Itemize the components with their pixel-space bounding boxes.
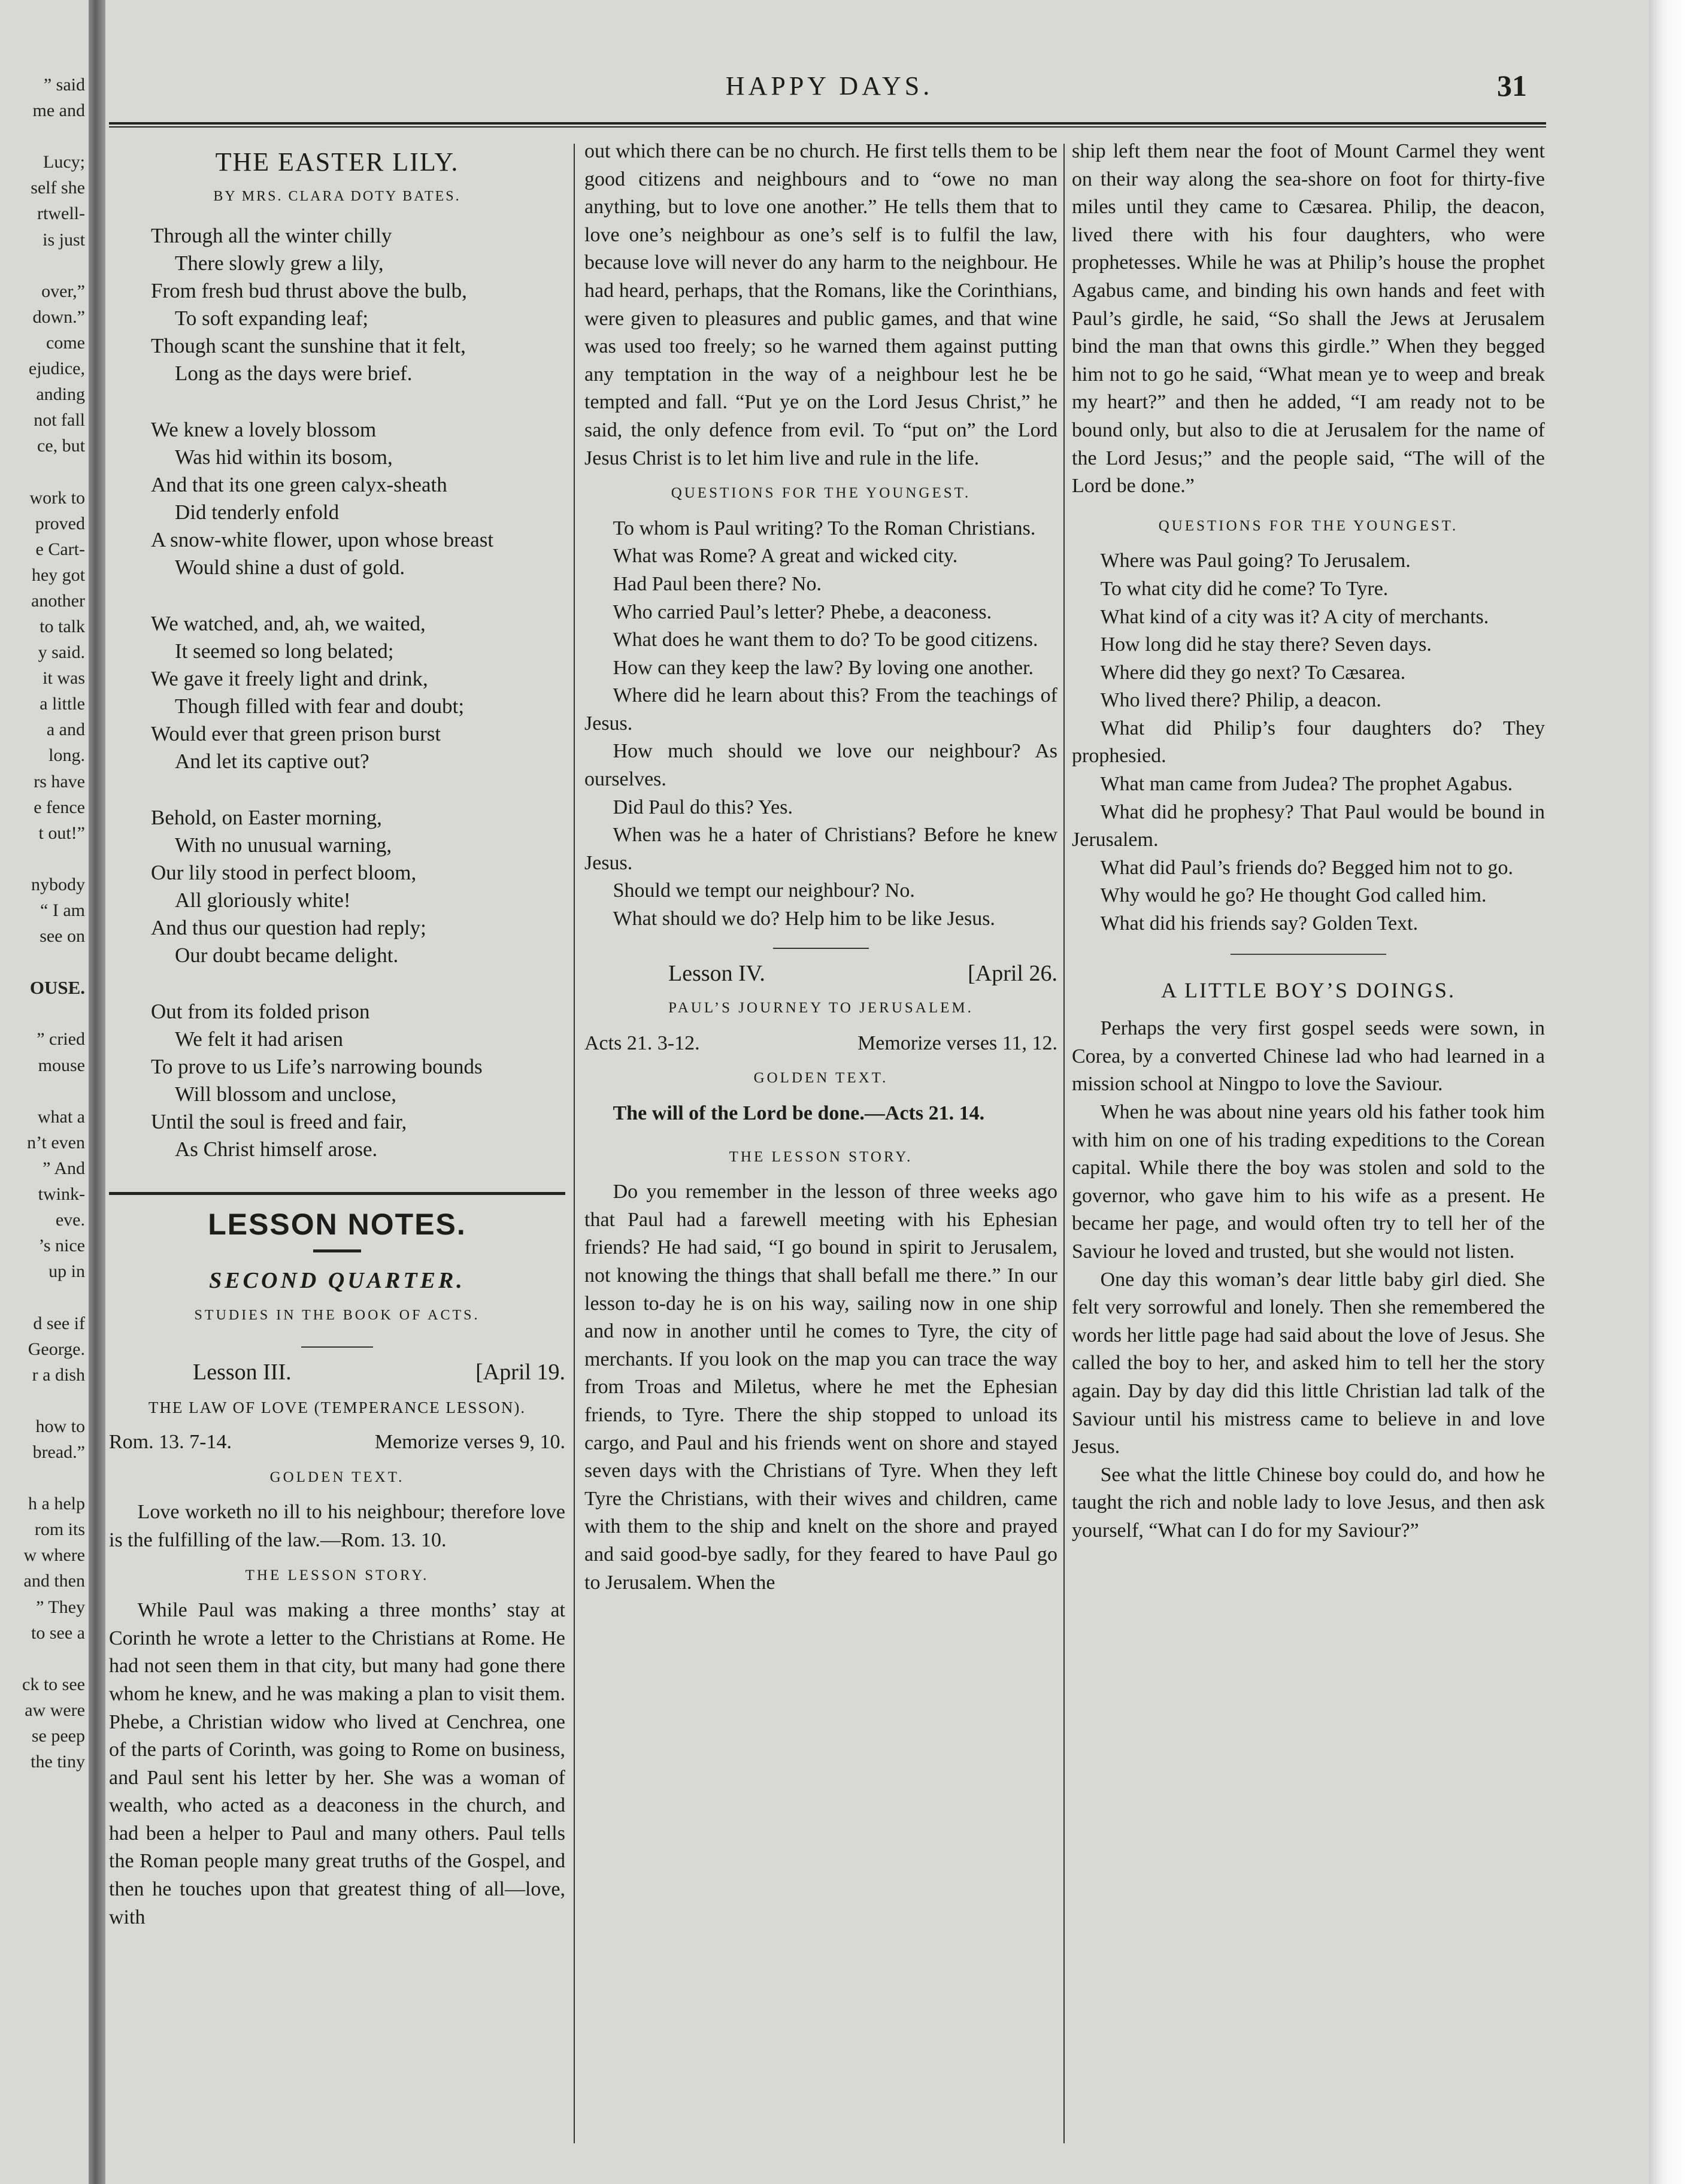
prev-page-fragment: me and: [32, 101, 85, 121]
lesson-4-memorize: Memorize verses 11, 12.: [857, 1032, 1057, 1054]
poem-line: Would ever that green prison burst: [151, 722, 441, 746]
prev-page-fragment: and then: [23, 1571, 85, 1591]
poem-line: It seemed so long belated;: [175, 639, 394, 663]
question-answer: Where was Paul going? To Jerusalem.: [1100, 550, 1411, 572]
prev-page-fragment: nybody: [31, 874, 85, 894]
poem-line: And thus our question had reply;: [151, 916, 426, 940]
studies-subheading: STUDIES IN THE BOOK OF ACTS.: [194, 1308, 480, 1324]
lesson-4-questions: [1072, 547, 1545, 938]
question-answer: Why would he go? He thought God called him.: [1100, 884, 1487, 907]
article-paragraph: See what the little Chinese boy could do, and how he taught the rich and noble lady to love Jesus, and then ask yourself, “What can I do for my Saviour?”: [1072, 1463, 1545, 1542]
prev-page-fragment: Lucy;: [43, 152, 85, 172]
prev-page-fragment: hey got: [31, 565, 85, 585]
prev-page-fragment: t out!”: [38, 823, 85, 843]
prev-page-fragment: ” cried: [37, 1029, 85, 1049]
prev-page-fragment: n’t even: [27, 1132, 85, 1152]
poem-line: From fresh bud thrust above the bulb,: [151, 279, 467, 303]
page-edge: [1649, 0, 1685, 2184]
lesson-3-questions: [584, 515, 1057, 933]
question-answer: To whom is Paul writing? To the Roman Christians.: [613, 517, 1036, 539]
poem-line: A snow-white flower, upon whose breast: [151, 528, 494, 552]
prev-page-fragment: OUSE.: [29, 977, 85, 999]
poem-line: As Christ himself arose.: [175, 1138, 378, 1161]
lesson-4-heading: [584, 960, 1057, 988]
prev-page-fragment: what a: [37, 1106, 85, 1127]
prev-page-fragment: aw were: [25, 1700, 85, 1720]
poem-line: Until the soul is freed and fair,: [151, 1110, 407, 1134]
lesson-4-number: Lesson IV.: [668, 960, 765, 986]
prev-page-fragment: proved: [35, 513, 85, 533]
prev-page-fragment: rom its: [34, 1519, 85, 1540]
lesson-3-memorize: Memorize verses 9, 10.: [374, 1431, 565, 1454]
lesson-4-story-continued: ship left them near the foot of Mount Carmel they went on their way along the sea-shore on foot for thirty-five miles until they came to Cæsarea. Philip, the deacon, lived there with his four daughters, who were prophetesses. While he was at Philip’s house the prophet Agabus came, and binding his own hands and feet with Paul’s girdle, he said, “So shall the Jews at Jerusalem bind the man that owns this girdle.” When they begged him not to go he said, “What mean ye to weep and break my heart?” and then he added, “I am ready not to be bound only, but also to die at Jerusalem for the name of the Lord Jesus;” and the people said, “The will of the Lord be done.”: [1072, 140, 1545, 498]
prev-page-fragment: ” said: [43, 75, 85, 95]
prev-page-fragment: e fence: [34, 797, 85, 817]
lesson-3-story-heading: THE LESSON STORY.: [245, 1567, 429, 1584]
lesson-4-golden-text: The will of the Lord be done.—Acts 21. 14.: [613, 1102, 985, 1124]
thin-rule: [301, 1346, 373, 1348]
prev-page-fragment: how to: [35, 1416, 85, 1436]
prev-page-fragment: h a help: [28, 1494, 85, 1514]
prev-page-fragment: eve.: [55, 1210, 85, 1230]
article-paragraph: When he was about nine years old his father took him with him on one of his trading expeditions to the Corean capital. While there the boy was stolen and sold to the governor, who gave him to his wife as a present. He became her page, and would often try to tell her of the Saviour he loved and trusted, but she would not listen.: [1072, 1101, 1545, 1263]
poem-line: Our lily stood in perfect bloom,: [151, 861, 417, 885]
question-answer: Had Paul been there? No.: [613, 572, 822, 595]
poem-stanza: [151, 804, 565, 969]
poem-line: We felt it had arisen: [175, 1027, 343, 1051]
prev-page-fragment: [0, 1000, 87, 1026]
lesson-4-scripture: Acts 21. 3-12.: [584, 1032, 700, 1054]
poem-stanza: [151, 998, 565, 1163]
poem-line: We watched, and, ah, we waited,: [151, 612, 426, 636]
prev-page-fragment: down.”: [32, 307, 85, 327]
article-title: A LITTLE BOY’S DOINGS.: [1161, 978, 1456, 1002]
prev-page-fragment: “ I am: [40, 900, 85, 920]
question-answer: What kind of a city was it? A city of merchants.: [1100, 605, 1489, 628]
prev-page-fragment: it was: [43, 668, 85, 688]
prev-page-fragment: [0, 1646, 87, 1672]
prev-page-fragment: ” And: [43, 1158, 85, 1178]
lesson-3-reference: [109, 1428, 565, 1457]
poem-line: Long as the days were brief.: [175, 362, 413, 386]
poem-line: Out from its folded prison: [151, 1000, 370, 1024]
prev-page-fragment: see on: [40, 926, 85, 947]
poem-line: Behold, on Easter morning,: [151, 806, 382, 830]
prev-page-fragment: [0, 253, 87, 278]
question-answer: How long did he stay there? Seven days.: [1100, 633, 1432, 656]
question-answer: Who carried Paul’s letter? Phebe, a deaconess.: [613, 600, 992, 623]
prev-page-fragment: d see if: [33, 1313, 85, 1333]
lesson-4-story-heading: THE LESSON STORY.: [729, 1148, 913, 1165]
prev-page-fragment: long.: [49, 745, 85, 766]
article-paragraph: One day this woman’s dear little baby girl died. She felt very sorrowful and lonely. Then she remembered the words her little page had said about the love of Jesus. She called the boy to her, and asked him to tell her the story again. Day by day did this little Christian lad talk of the Saviour until his mistress came to believe in and love Jesus.: [1072, 1268, 1545, 1458]
prev-page-fragment: bread.”: [32, 1442, 85, 1462]
lesson-3-golden-text: Love worketh no ill to his neighbour; therefore love is the fulfilling of the law.—Rom. 13. 10.: [109, 1501, 565, 1551]
prev-page-fragment: mouse: [38, 1055, 85, 1075]
question-answer: What did Paul’s friends do? Begged him not to go.: [1100, 856, 1513, 879]
poem-line: Will blossom and unclose,: [175, 1082, 396, 1106]
question-answer: Did Paul do this? Yes.: [613, 796, 793, 818]
column-2: [584, 138, 1057, 2161]
prev-page-fragment: self she: [31, 178, 85, 198]
article-paragraph: Perhaps the very first gospel seeds were sown, in Corea, by a converted Chinese lad who had learned in a mission school at Ningpo to love the Saviour.: [1072, 1017, 1545, 1096]
question-answer: How can they keep the law? By loving one another.: [613, 656, 1034, 679]
question-answer: What man came from Judea? The prophet Agabus.: [1100, 773, 1513, 796]
poem-line: To prove to us Life’s narrowing bounds: [151, 1055, 483, 1079]
prev-page-fragment: e Cart-: [35, 539, 85, 559]
prev-page-fragment: come: [46, 332, 85, 353]
prev-page-fragment: over,”: [41, 281, 85, 301]
column-rule: [574, 144, 575, 2143]
prev-page-fragment: another: [31, 590, 85, 611]
section-rule: [109, 1192, 565, 1195]
prev-page-fragment: George.: [28, 1339, 85, 1359]
poem-title: THE EASTER LILY.: [215, 147, 459, 177]
prev-page-fragment: [0, 123, 87, 149]
page-header: [108, 66, 1551, 108]
poem-line: And that its one green calyx-sheath: [151, 473, 447, 497]
question-answer: How much should we love our neighbour? As ourselves.: [584, 740, 1057, 791]
prev-page-fragment: anding: [36, 384, 85, 405]
previous-page-edge: [0, 72, 87, 2173]
poem-line: Through all the winter chilly: [151, 224, 392, 248]
quarter-heading: SECOND QUARTER.: [209, 1267, 465, 1293]
question-answer: What did Philip’s four daughters do? They prophesied.: [1072, 717, 1545, 768]
prev-page-fragment: r a dish: [32, 1364, 85, 1385]
prev-page-fragment: ” They: [36, 1597, 85, 1617]
question-answer: Where did they go next? To Cæsarea.: [1100, 661, 1406, 684]
poem-byline: BY MRS. CLARA DOTY BATES.: [213, 188, 461, 204]
prev-page-fragment: ce, but: [37, 436, 85, 456]
section-rule: [1231, 954, 1386, 955]
lesson-3-number: Lesson III.: [193, 1359, 292, 1385]
column-rule: [1063, 144, 1065, 2143]
prev-page-fragment: [0, 1078, 87, 1104]
prev-page-fragment: a and: [46, 720, 85, 740]
poem-body: [151, 222, 565, 1163]
prev-page-fragment: a little: [40, 694, 85, 714]
poem-line: We gave it freely light and drink,: [151, 667, 428, 691]
lesson-4-golden-heading: GOLDEN TEXT.: [753, 1070, 889, 1087]
prev-page-fragment: y said.: [38, 642, 85, 663]
poem-stanza: [151, 222, 565, 387]
poem-stanza: [151, 416, 565, 581]
question-answer: What did his friends say? Golden Text.: [1100, 912, 1419, 935]
lesson-notes-heading: LESSON NOTES.: [208, 1208, 466, 1242]
column-1: [109, 138, 565, 2161]
page-number: 31: [1497, 69, 1527, 102]
prev-page-fragment: [0, 1388, 87, 1413]
prev-page-fragment: to see a: [31, 1622, 85, 1643]
lesson-4-story: Do you remember in the lesson of three weeks ago that Paul had a farewell meeting with his Ephesian friends? He had said, “I go bound in spirit to Jerusalem, not knowing the things that shall befall me there.” In our lesson to-day he is on his way, sailing now in one ship and now in another until he comes to Tyre, the city of merchants. If you look on the map you can trace the way from Troas and Miletus, where he met the Ephesian friends, to Tyre. There the ship stopped to unload its cargo, and Paul and his friends went on shore and stayed seven days with the Christians of Tyre. When they left Tyre the Christians, with their wives and children, came with them to the ship and knelt on the shore and prayed and said good-bye sadly, for they feared to have Paul go to Jerusalem. When the: [584, 1181, 1057, 1594]
poem-line: Was hid within its bosom,: [175, 445, 393, 469]
poem-line: With no unusual warning,: [175, 833, 392, 857]
lesson-3-questions-heading: QUESTIONS FOR THE YOUNGEST.: [671, 485, 971, 502]
poem-line: All gloriously white!: [175, 888, 351, 912]
poem-line: Our doubt became delight.: [175, 944, 399, 967]
poem-line: Though scant the sunshine that it felt,: [151, 334, 466, 358]
prev-page-fragment: up in: [49, 1261, 85, 1282]
header-rule: [109, 122, 1546, 128]
lesson-3-scripture: Rom. 13. 7-14.: [109, 1431, 232, 1454]
prev-page-fragment: w where: [23, 1545, 85, 1566]
question-answer: When was he a hater of Christians? Before he knew Jesus.: [584, 824, 1057, 874]
prev-page-fragment: ck to see: [22, 1674, 85, 1694]
prev-page-fragment: ’s nice: [38, 1236, 85, 1256]
poem-stanza: [151, 610, 565, 775]
question-answer: Who lived there? Philip, a deacon.: [1100, 689, 1381, 712]
lesson-3-date: [April 19.: [475, 1359, 565, 1385]
lesson-3-golden-heading: GOLDEN TEXT.: [269, 1469, 405, 1485]
prev-page-fragment: [0, 1284, 87, 1310]
poem-line: Would shine a dust of gold.: [175, 556, 405, 580]
question-answer: What does he want them to do? To be good citizens.: [613, 629, 1038, 651]
lesson-4-reference: [584, 1030, 1057, 1058]
prev-page-fragment: not fall: [34, 410, 85, 430]
prev-page-fragment: [0, 846, 87, 872]
question-answer: What should we do? Help him to be like Jesus.: [613, 908, 995, 930]
poem-line: To soft expanding leaf;: [175, 307, 369, 330]
prev-page-fragment: rtwell-: [37, 204, 85, 224]
lesson-3-subject: THE LAW OF LOVE (TEMPERANCE LESSON).: [148, 1398, 526, 1416]
poem-line: Though filled with fear and doubt;: [175, 694, 465, 718]
lesson-3-story: While Paul was making a three months’ stay at Corinth he wrote a letter to the Christians at Rome. He had not seen them in that city, but many had gone there whom he knew, and he was making a plan to visit them. Phebe, a Christian widow who lived at Cenchrea, one of the parts of Corinth, was going to Rome on business, and Paul sent his letter by her. She was a woman of wealth, who acted as a deaconess in the church, and had been a helper to Paul and many others. Paul tells the Roman people many great truths of the Gospel, and then he touches upon that greatest thing of all—love, with: [109, 1599, 565, 1928]
question-answer: Where did he learn about this? From the teachings of Jesus.: [584, 684, 1057, 735]
poem-line: And let its captive out?: [175, 750, 369, 774]
prev-page-fragment: [0, 1465, 87, 1491]
lesson-3-heading: [109, 1358, 565, 1387]
prev-page-fragment: ejudice,: [28, 359, 85, 379]
poem-line: There slowly grew a lily,: [175, 251, 384, 275]
column-3: [1072, 138, 1545, 2161]
lesson-4-date: [April 26.: [968, 960, 1057, 986]
prev-page-fragment: se peep: [31, 1726, 85, 1746]
prev-page-fragment: [0, 459, 87, 484]
prev-page-fragment: the tiny: [31, 1752, 85, 1772]
question-answer: What was Rome? A great and wicked city.: [613, 545, 958, 568]
poem-line: Did tenderly enfold: [175, 500, 340, 524]
prev-page-fragment: work to: [29, 487, 85, 508]
short-rule: [313, 1249, 361, 1252]
question-answer: Should we tempt our neighbour? No.: [613, 879, 915, 902]
prev-page-fragment: to talk: [40, 616, 85, 636]
thin-rule: [773, 948, 869, 949]
prev-page-fragment: twink-: [38, 1184, 85, 1205]
lesson-3-story-continued: out which there can be no church. He first tells them to be good citizens and neighbours and to “owe no man anything, but to love one another.” He tells them that to love one’s neighbour as one’s self is to fulfil the law, because love will never do any harm to the neighbour. He had heard, perhaps, that the Romans, like the Corinthians, were given to pleasures and public games, and that wine was used too freely; so he warned them against putting any temptation in the way of a neighbour lest he be tempted and fall. “Put ye on the Lord Jesus Christ,” he said, the only defence from evil. To “put on” the Lord Jesus Christ is to let him live and rule in the life.: [584, 140, 1057, 469]
question-answer: To what city did he come? To Tyre.: [1100, 577, 1389, 600]
question-answer: What did he prophesy? That Paul would be bound in Jerusalem.: [1072, 800, 1545, 851]
lesson-4-questions-heading: QUESTIONS FOR THE YOUNGEST.: [1158, 517, 1459, 534]
poem-line: We knew a lovely blossom: [151, 418, 377, 442]
prev-page-fragment: rs have: [34, 771, 85, 791]
prev-page-fragment: is just: [43, 229, 85, 250]
binding-shadow: [89, 0, 105, 2184]
masthead-title: HAPPY DAYS.: [725, 71, 934, 101]
prev-page-fragment: [0, 949, 87, 975]
article-body: [1072, 1015, 1545, 1545]
lesson-4-subject: PAUL’S JOURNEY TO JERUSALEM.: [668, 1000, 974, 1017]
